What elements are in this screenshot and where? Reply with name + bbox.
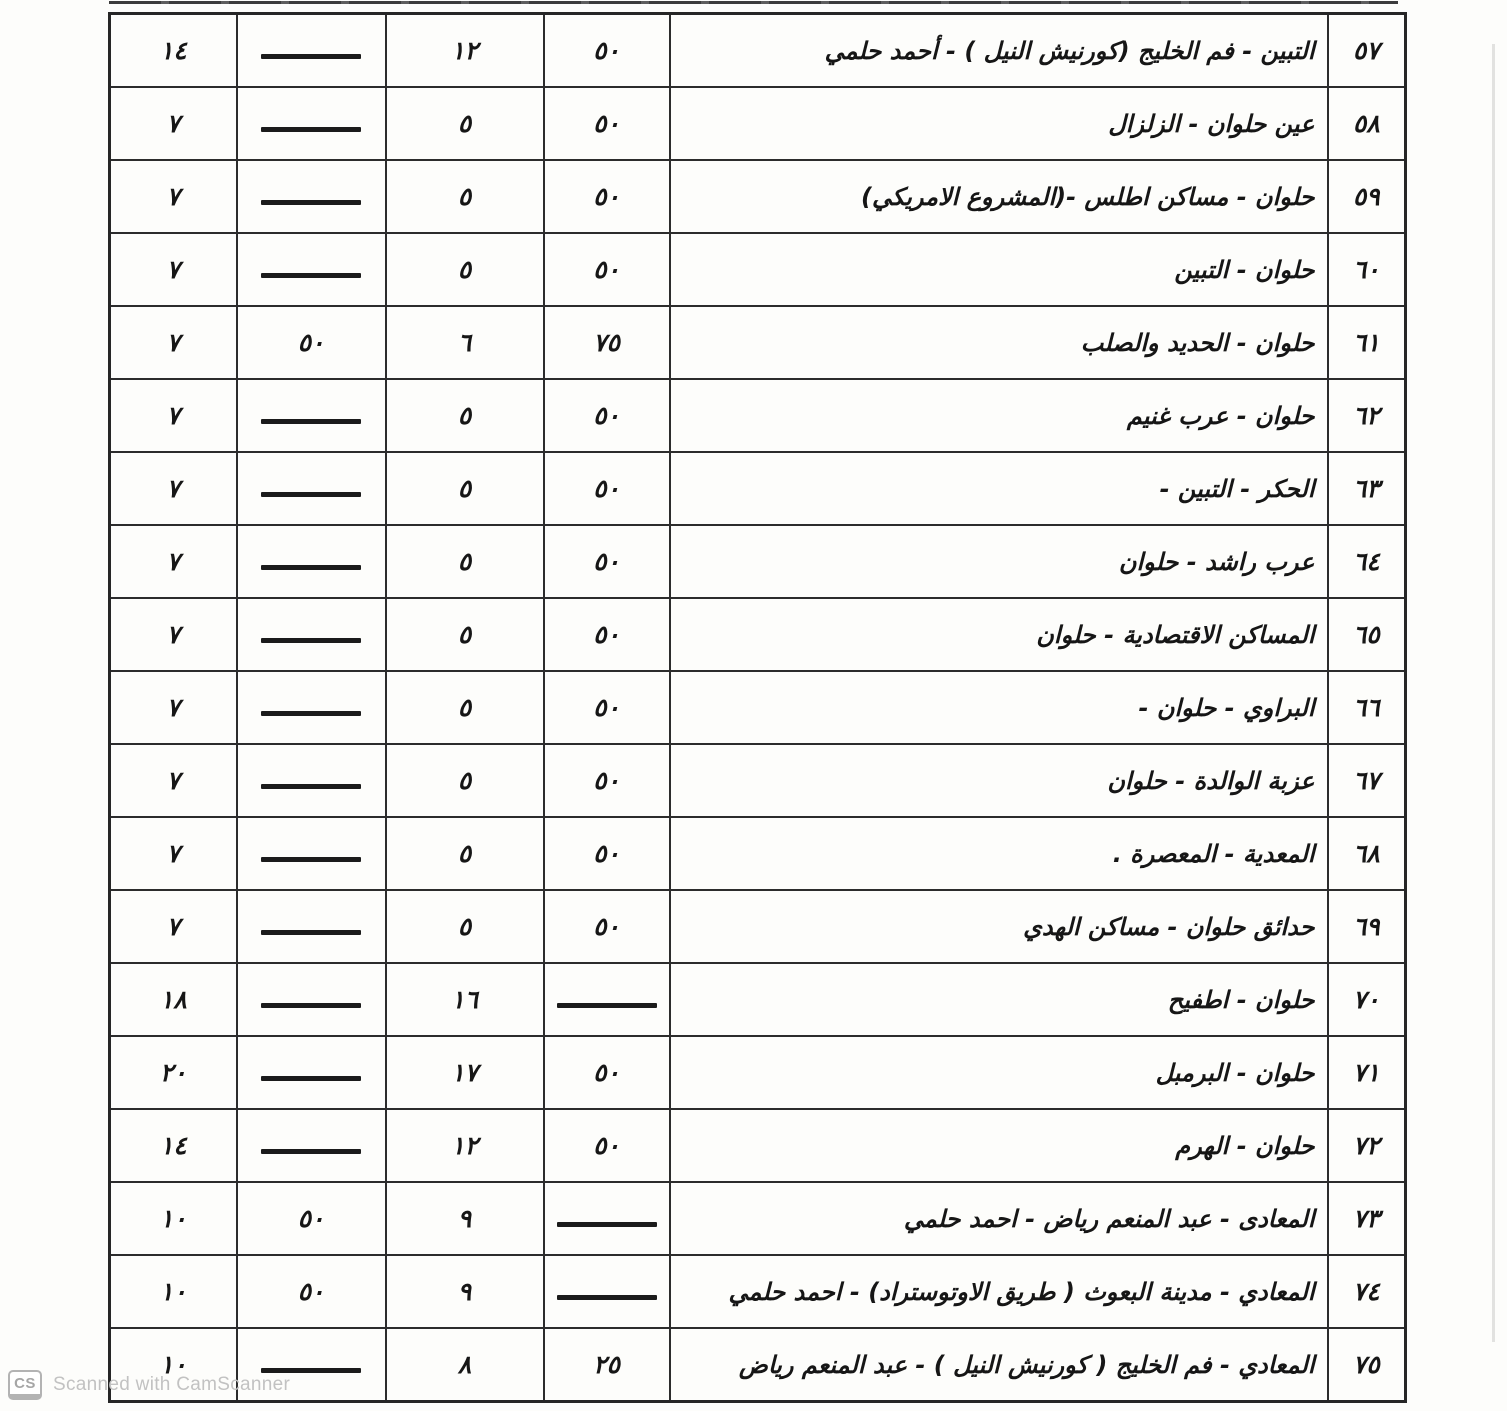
value-cell-1: ٥٠ <box>544 744 670 817</box>
value-cell-4: ١٤ <box>110 14 237 88</box>
value-cell-4: ١٨ <box>110 963 237 1036</box>
value-cell-4: ٧ <box>110 379 237 452</box>
value-cell-3 <box>237 14 386 88</box>
route-name-cell: المعدية - المعصرة . <box>670 817 1328 890</box>
value-cell-3 <box>237 744 386 817</box>
camscanner-watermark <box>8 1370 290 1400</box>
value-cell-4: ٧ <box>110 817 237 890</box>
value-cell-2: ٥ <box>386 817 544 890</box>
row-number-cell: ٧٢ <box>1328 1109 1406 1182</box>
row-number-cell: ٦٥ <box>1328 598 1406 671</box>
row-number-cell: ٦٤ <box>1328 525 1406 598</box>
value-cell-1: ٥٠ <box>544 14 670 88</box>
value-cell-3 <box>237 160 386 233</box>
table-row <box>110 379 1406 452</box>
value-cell-3 <box>237 1109 386 1182</box>
value-cell-2: ٥ <box>386 379 544 452</box>
empty-value-dash <box>261 1003 361 1008</box>
empty-value-dash <box>261 127 361 132</box>
row-number-cell: ٦٩ <box>1328 890 1406 963</box>
value-cell-3: ٥٠ <box>237 1255 386 1328</box>
value-cell-2: ٩ <box>386 1182 544 1255</box>
route-name-cell: المعادى - عبد المنعم رياض - احمد حلمي <box>670 1182 1328 1255</box>
route-name-cell: المعادي - مدينة البعوث ( طريق الاوتوستراد) - احمد حلمي <box>670 1255 1328 1328</box>
value-cell-4: ٧ <box>110 525 237 598</box>
empty-value-dash <box>261 419 361 424</box>
value-cell-4: ٧ <box>110 671 237 744</box>
value-cell-1: ٥٠ <box>544 890 670 963</box>
row-number-cell: ٥٨ <box>1328 87 1406 160</box>
table-row <box>110 1182 1406 1255</box>
empty-value-dash <box>261 1076 361 1081</box>
table-row <box>110 87 1406 160</box>
route-name-cell: حلوان - مساكن اطلس -(المشروع الامريكي) <box>670 160 1328 233</box>
route-name-cell: البراوي - حلوان - <box>670 671 1328 744</box>
value-cell-3 <box>237 817 386 890</box>
table-row <box>110 1109 1406 1182</box>
empty-value-dash <box>261 784 361 789</box>
value-cell-2: ٥ <box>386 87 544 160</box>
table-body <box>110 14 1406 1402</box>
camscanner-icon: CS <box>8 1370 42 1400</box>
route-name-cell: حدائق حلوان - مساكن الهدي <box>670 890 1328 963</box>
value-cell-2: ٥ <box>386 671 544 744</box>
route-name-cell: عزبة الوالدة - حلوان <box>670 744 1328 817</box>
value-cell-1: ٥٠ <box>544 1036 670 1109</box>
value-cell-2: ٥ <box>386 233 544 306</box>
table-row <box>110 14 1406 88</box>
scan-artifact-top-line <box>109 1 1398 4</box>
value-cell-1: ٥٠ <box>544 233 670 306</box>
route-name-cell: حلوان - التبين <box>670 233 1328 306</box>
row-number-cell: ٥٧ <box>1328 14 1406 88</box>
row-number-cell: ٧٠ <box>1328 963 1406 1036</box>
value-cell-1: ٥٠ <box>544 817 670 890</box>
route-name-cell: حلوان - البرمبل <box>670 1036 1328 1109</box>
value-cell-2: ٥ <box>386 598 544 671</box>
value-cell-1 <box>544 963 670 1036</box>
row-number-cell: ٧٤ <box>1328 1255 1406 1328</box>
row-number-cell: ٦٣ <box>1328 452 1406 525</box>
value-cell-3 <box>237 525 386 598</box>
value-cell-2: ١٢ <box>386 1109 544 1182</box>
value-cell-3 <box>237 452 386 525</box>
table-row <box>110 306 1406 379</box>
empty-value-dash <box>557 1222 657 1227</box>
value-cell-2: ٩ <box>386 1255 544 1328</box>
value-cell-1: ٥٠ <box>544 379 670 452</box>
value-cell-2: ١٧ <box>386 1036 544 1109</box>
row-number-cell: ٦٨ <box>1328 817 1406 890</box>
row-number-cell: ٦٦ <box>1328 671 1406 744</box>
value-cell-1: ٥٠ <box>544 525 670 598</box>
route-name-cell: حلوان - اطفيح <box>670 963 1328 1036</box>
empty-value-dash <box>261 273 361 278</box>
value-cell-2: ٨ <box>386 1328 544 1402</box>
route-name-cell: المعادي - فم الخليج ( كورنيش النيل ) - عبد المنعم رياض <box>670 1328 1328 1402</box>
value-cell-4: ٧ <box>110 890 237 963</box>
value-cell-3 <box>237 87 386 160</box>
value-cell-4: ١٠ <box>110 1255 237 1328</box>
value-cell-1: ٥٠ <box>544 1109 670 1182</box>
value-cell-1 <box>544 1255 670 1328</box>
row-number-cell: ٧٣ <box>1328 1182 1406 1255</box>
value-cell-1 <box>544 1182 670 1255</box>
empty-value-dash <box>557 1295 657 1300</box>
value-cell-3 <box>237 671 386 744</box>
camscanner-watermark-text: Scanned with CamScanner <box>53 1374 291 1395</box>
row-number-cell: ٧١ <box>1328 1036 1406 1109</box>
table-row <box>110 598 1406 671</box>
table-row <box>110 817 1406 890</box>
value-cell-2: ٥ <box>386 744 544 817</box>
table-row <box>110 160 1406 233</box>
value-cell-4: ١٤ <box>110 1109 237 1182</box>
value-cell-4: ٧ <box>110 87 237 160</box>
value-cell-1: ٢٥ <box>544 1328 670 1402</box>
value-cell-3: ٥٠ <box>237 1182 386 1255</box>
empty-value-dash <box>261 857 361 862</box>
value-cell-4: ٧ <box>110 744 237 817</box>
value-cell-1: ٥٠ <box>544 598 670 671</box>
value-cell-3 <box>237 233 386 306</box>
value-cell-2: ٦ <box>386 306 544 379</box>
row-number-cell: ٥٩ <box>1328 160 1406 233</box>
table-row <box>110 744 1406 817</box>
value-cell-2: ٥ <box>386 525 544 598</box>
value-cell-4: ٧ <box>110 306 237 379</box>
table-row <box>110 890 1406 963</box>
empty-value-dash <box>261 54 361 59</box>
empty-value-dash <box>261 492 361 497</box>
value-cell-4: ١٠ <box>110 1182 237 1255</box>
row-number-cell: ٧٥ <box>1328 1328 1406 1402</box>
table-row <box>110 452 1406 525</box>
empty-value-dash <box>261 200 361 205</box>
value-cell-2: ١٦ <box>386 963 544 1036</box>
value-cell-3 <box>237 598 386 671</box>
routes-table <box>108 12 1407 1403</box>
value-cell-4: ٧ <box>110 160 237 233</box>
value-cell-2: ١٢ <box>386 14 544 88</box>
empty-value-dash <box>557 1003 657 1008</box>
value-cell-2: ٥ <box>386 160 544 233</box>
value-cell-1: ٧٥ <box>544 306 670 379</box>
row-number-cell: ٦٠ <box>1328 233 1406 306</box>
table-row <box>110 525 1406 598</box>
table-row <box>110 233 1406 306</box>
route-name-cell: التبين - فم الخليج (كورنيش النيل ) - أحمد حلمي <box>670 14 1328 88</box>
row-number-cell: ٦٧ <box>1328 744 1406 817</box>
value-cell-3 <box>237 963 386 1036</box>
value-cell-3 <box>237 1036 386 1109</box>
route-name-cell: عين حلوان - الزلزال <box>670 87 1328 160</box>
route-name-cell: المساكن الاقتصادية - حلوان <box>670 598 1328 671</box>
value-cell-4: ٧ <box>110 233 237 306</box>
value-cell-3 <box>237 379 386 452</box>
value-cell-3 <box>237 890 386 963</box>
empty-value-dash <box>261 711 361 716</box>
table-row <box>110 1328 1406 1402</box>
table-row <box>110 671 1406 744</box>
empty-value-dash <box>261 638 361 643</box>
row-number-cell: ٦١ <box>1328 306 1406 379</box>
route-name-cell: الحكر - التبين - <box>670 452 1328 525</box>
value-cell-2: ٥ <box>386 452 544 525</box>
value-cell-4: ٧ <box>110 598 237 671</box>
value-cell-4: ٢٠ <box>110 1036 237 1109</box>
empty-value-dash <box>261 930 361 935</box>
route-name-cell: حلوان - الهرم <box>670 1109 1328 1182</box>
route-name-cell: حلوان - الحديد والصلب <box>670 306 1328 379</box>
value-cell-1: ٥٠ <box>544 671 670 744</box>
value-cell-4: ٧ <box>110 452 237 525</box>
value-cell-1: ٥٠ <box>544 452 670 525</box>
table-row <box>110 1036 1406 1109</box>
value-cell-3: ٥٠ <box>237 306 386 379</box>
value-cell-1: ٥٠ <box>544 87 670 160</box>
value-cell-1: ٥٠ <box>544 160 670 233</box>
empty-value-dash <box>261 565 361 570</box>
table-row <box>110 1255 1406 1328</box>
table-row <box>110 963 1406 1036</box>
scan-artifact-edge-shadow <box>1492 44 1495 1342</box>
value-cell-4: ١٠ <box>110 1328 237 1402</box>
route-name-cell: عرب راشد - حلوان <box>670 525 1328 598</box>
row-number-cell: ٦٢ <box>1328 379 1406 452</box>
empty-value-dash <box>261 1149 361 1154</box>
value-cell-2: ٥ <box>386 890 544 963</box>
route-name-cell: حلوان - عرب غنيم <box>670 379 1328 452</box>
